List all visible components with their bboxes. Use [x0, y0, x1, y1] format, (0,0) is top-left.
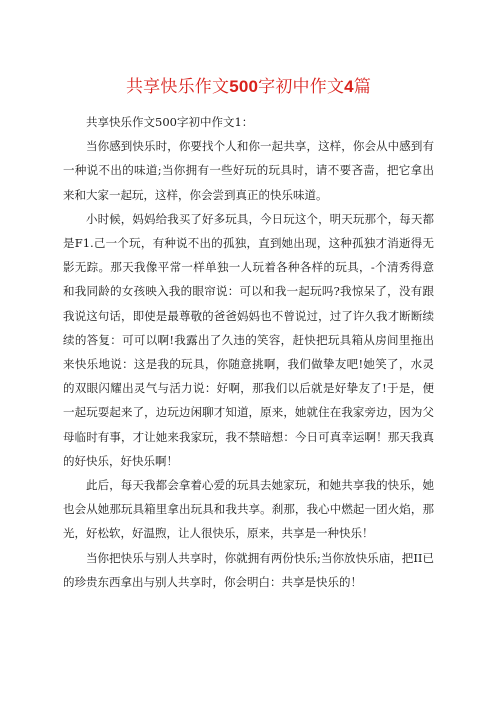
title-middle: 字初中作文: [258, 77, 345, 97]
paragraph-1: 当你感到快乐时，你要找个人和你一起共享，这样，你会从中感到有一种说不出的味道;当你拥有一些好玩的玩具时，请不要吝啬，把它拿出来和大家一起玩，这样，你会尝到真正的快乐味道。: [63, 139, 434, 202]
title-number-4: 4: [344, 77, 354, 96]
paragraph-2: 小时候，妈妈给我买了好多玩具，今日玩这个，明天玩那个，每天都是F1.己一个玩，有种说不出的孤独，直到她出现，这种孤独才消逝得无影无踪。那天我像平常一样单独一人玩着各种各样的玩具，-个清秀得意和我同龄的女孩映入我的眼帘说：可以和我一起玩吗?我惊呆了，没有跟我说这句话，即使是最尊敬的爸爸妈妈也不曾说过，过了许久我才断断续续的答复：可可以啊!我露出了久违的笑容，赶快把玩具箱从房间里拖出来快乐地说：这是我的玩具，你随意挑啊，我们做挚友吧!她笑了，水灵的双眼闪耀出灵气与活力说：好啊，那我们以后就是好挚友了!于是，便一起玩耍起来了，边玩边闲聊才知道，原来，她就住在我家旁边，因为父母临时有事，才让她来我家玩，我不禁暗想：今日可真幸运啊！那天我真的好快乐，好快乐啊！: [63, 211, 434, 468]
essay-subtitle: 共享快乐作文500字初中作文1：: [86, 115, 254, 129]
title-number-500: 500: [229, 77, 259, 96]
paragraph-3: 此后，每天我都会拿着心爱的玩具去她家玩，和她共享我的快乐，她也会从她那玩具箱里拿出玩具和我共享。刹那，我心中燃起一团火焰，那光，好松软，好温煦，让人很快乐，原来，共享是一种快乐！: [63, 478, 434, 541]
paragraph-4: 当你把快乐与别人共享时，你就拥有两份快乐;当你放快乐庙，把II已的珍贵东西拿出与别人共享时，你会明白：共享是快乐的！: [63, 550, 434, 589]
document-title: [63, 76, 434, 104]
document-body: [63, 110, 434, 594]
title-suffix: 篇: [353, 77, 372, 97]
title-prefix: 共享快乐作文: [125, 77, 230, 97]
